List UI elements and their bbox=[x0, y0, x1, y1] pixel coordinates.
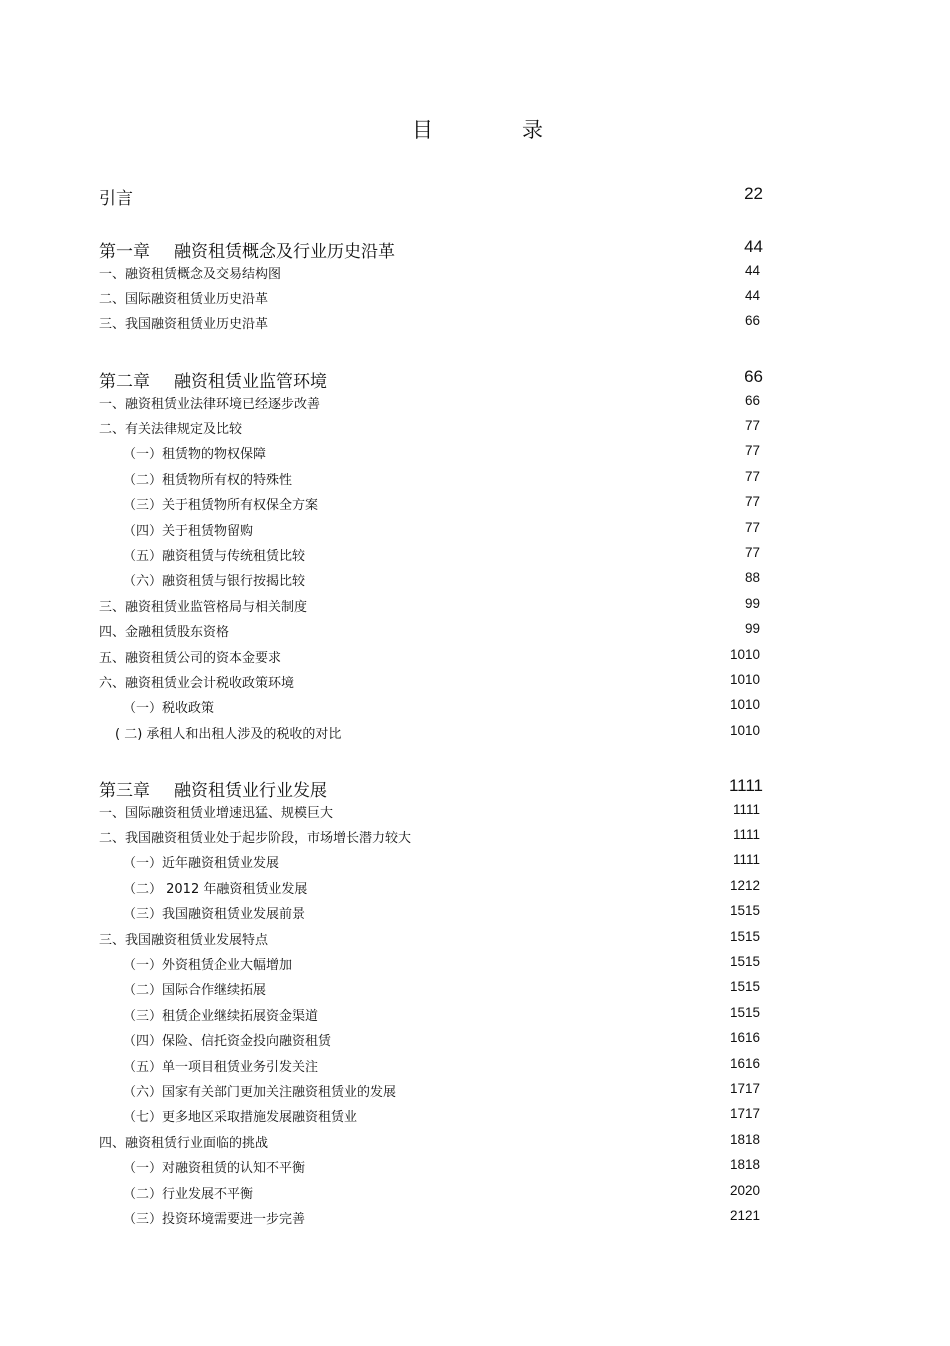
toc-entry-label: （六）融资租赁与银行按揭比较 bbox=[123, 574, 306, 590]
toc-entry-page-number: 77 bbox=[744, 544, 760, 560]
toc-entry[interactable] bbox=[99, 621, 763, 643]
toc-entry-label: （一）外资租赁企业大幅增加 bbox=[123, 957, 293, 973]
toc-entry[interactable] bbox=[99, 1106, 763, 1128]
toc-entry-label: ( 二) 承租人和出租人涉及的税收的对比 bbox=[115, 726, 342, 742]
toc-entry-page-number: 66 bbox=[744, 313, 760, 329]
toc-chapter-3[interactable] bbox=[99, 776, 763, 802]
toc-entry-label: （二） 2012 年融资租赁业发展 bbox=[123, 881, 308, 897]
toc-entry-page-number: 77 bbox=[744, 519, 760, 535]
toc-entry-page-number: 44 bbox=[744, 287, 760, 303]
toc-entry-page-number: 2121 bbox=[729, 1207, 760, 1223]
toc-entry-label: （一）近年融资租赁业发展 bbox=[123, 856, 280, 872]
toc-entry-label: （二）行业发展不平衡 bbox=[123, 1186, 254, 1202]
toc-entry[interactable] bbox=[99, 1005, 763, 1027]
toc-entry-page-number: 1111 bbox=[732, 801, 760, 817]
toc-entry-label: 第一章 融资租赁概念及行业历史沿革 bbox=[99, 242, 395, 262]
toc-entry-page-number: 1515 bbox=[729, 1004, 760, 1020]
toc-entry-page-number: 66 bbox=[744, 392, 760, 408]
toc-entry[interactable] bbox=[99, 903, 763, 925]
toc-entry[interactable] bbox=[99, 827, 763, 849]
toc-entry-label: （三）我国融资租赁业发展前景 bbox=[123, 907, 306, 923]
toc-entry-page-number: 2020 bbox=[729, 1182, 760, 1198]
toc-entry-label: （三）投资环境需要进一步完善 bbox=[123, 1211, 306, 1227]
toc-entry[interactable] bbox=[99, 1056, 763, 1078]
toc-entry[interactable] bbox=[99, 263, 763, 285]
toc-entry-page-number: 1515 bbox=[729, 953, 760, 969]
toc-entry-page-number: 1717 bbox=[729, 1080, 760, 1096]
toc-entry[interactable] bbox=[99, 979, 763, 1001]
toc-entry-label: （四）保险、信托资金投向融资租赁 bbox=[123, 1034, 332, 1050]
toc-entry[interactable] bbox=[99, 878, 763, 900]
toc-entry-label: （一）对融资租赁的认知不平衡 bbox=[123, 1161, 306, 1177]
toc-entry-label: （二）租赁物所有权的特殊性 bbox=[123, 472, 293, 488]
toc-entry[interactable] bbox=[99, 313, 763, 335]
toc-entry-page-number: 77 bbox=[744, 494, 760, 510]
toc-entry-label: 三、我国融资租赁业发展特点 bbox=[99, 932, 269, 948]
toc-entry[interactable] bbox=[99, 672, 763, 694]
toc-entry-page-number: 44 bbox=[744, 262, 760, 278]
toc-entry-label: 第三章 融资租赁业行业发展 bbox=[99, 781, 327, 801]
toc-entry-label: （二）国际合作继续拓展 bbox=[123, 983, 267, 999]
toc-entry[interactable] bbox=[99, 418, 763, 440]
toc-entry[interactable] bbox=[99, 697, 763, 719]
toc-entry-page-number: 1515 bbox=[729, 903, 760, 919]
toc-entry[interactable] bbox=[99, 469, 763, 491]
toc-entry-label: 一、融资租赁概念及交易结构图 bbox=[99, 266, 282, 282]
toc-chapter-2[interactable] bbox=[99, 367, 763, 393]
toc-entry-label: （三）关于租赁物所有权保全方案 bbox=[123, 498, 319, 514]
toc-entry-label: 六、融资租赁业会计税收政策环境 bbox=[99, 675, 295, 691]
toc-entry[interactable] bbox=[99, 954, 763, 976]
toc-entry[interactable] bbox=[99, 852, 763, 874]
toc-entry[interactable] bbox=[99, 494, 763, 516]
toc-entry-page-number: 1010 bbox=[729, 722, 760, 738]
toc-title-char-1: 目 bbox=[412, 118, 433, 142]
toc-entry-page-number: 1010 bbox=[729, 671, 760, 687]
toc-entry-page-number: 99 bbox=[744, 595, 760, 611]
toc-entry[interactable] bbox=[99, 288, 763, 310]
toc-entry-page-number: 77 bbox=[744, 468, 760, 484]
toc-entry-page-number: 1010 bbox=[729, 646, 760, 662]
toc-entry-page-number: 22 bbox=[744, 184, 763, 203]
toc-entry-label: 四、融资租赁行业面临的挑战 bbox=[99, 1135, 269, 1151]
toc-entry[interactable] bbox=[99, 723, 763, 745]
toc-entry-page-number: 66 bbox=[744, 367, 763, 386]
toc-entry-label: （七）更多地区采取措施发展融资租赁业 bbox=[123, 1110, 358, 1126]
toc-entry[interactable] bbox=[99, 596, 763, 618]
toc-entry-label: 二、我国融资租赁业处于起步阶段，市场增长潜力较大 bbox=[99, 830, 412, 846]
toc-entry[interactable] bbox=[99, 570, 763, 592]
toc-chapter-1[interactable] bbox=[99, 237, 763, 263]
toc-entry-label: 一、融资租赁业法律环境已经逐步改善 bbox=[99, 396, 321, 412]
toc-entry[interactable] bbox=[99, 929, 763, 951]
toc-entry-page-number: 99 bbox=[744, 621, 760, 637]
toc-entry-label: （一）税收政策 bbox=[123, 701, 215, 717]
toc-entry-label: 第二章 融资租赁业监管环境 bbox=[99, 372, 327, 392]
toc-entry[interactable] bbox=[99, 545, 763, 567]
toc-entry[interactable] bbox=[99, 393, 763, 415]
toc-entry-page-number: 1616 bbox=[729, 1055, 760, 1071]
toc-entry-page-number: 77 bbox=[744, 443, 760, 459]
toc-entry[interactable] bbox=[99, 802, 763, 824]
toc-entry[interactable] bbox=[99, 1157, 763, 1179]
toc-entry-page-number: 1010 bbox=[729, 697, 760, 713]
toc-entry-page-number: 88 bbox=[744, 570, 760, 586]
toc-entry-label: 一、国际融资租赁业增速迅猛、规模巨大 bbox=[99, 805, 334, 821]
toc-entry-page-number: 77 bbox=[744, 417, 760, 433]
toc-entry-label: 五、融资租赁公司的资本金要求 bbox=[99, 650, 282, 666]
toc-entry-label: （一）租赁物的物权保障 bbox=[123, 447, 267, 463]
toc-entry-page-number: 1111 bbox=[732, 826, 760, 842]
toc-entry[interactable] bbox=[99, 1208, 763, 1230]
toc-entry-page-number: 1212 bbox=[729, 877, 760, 893]
toc-entry[interactable] bbox=[99, 647, 763, 669]
toc-entry[interactable] bbox=[99, 1183, 763, 1205]
toc-entry-page-number: 1818 bbox=[729, 1131, 760, 1147]
toc-entry-label: 三、融资租赁业监管格局与相关制度 bbox=[99, 599, 308, 615]
toc-entry-page-number: 1616 bbox=[729, 1030, 760, 1046]
toc-entry-label: （五）融资租赁与传统租赁比较 bbox=[123, 548, 306, 564]
toc-entry-page-number: 1717 bbox=[729, 1106, 760, 1122]
toc-entry-page-number: 1111 bbox=[728, 776, 763, 795]
toc-entry-label: 三、我国融资租赁业历史沿革 bbox=[99, 317, 269, 333]
toc-entry-label: 二、有关法律规定及比较 bbox=[99, 421, 243, 437]
toc-entry-label: （六）国家有关部门更加关注融资租赁业的发展 bbox=[123, 1084, 397, 1100]
toc-entry-label: （三）租赁企业继续拓展资金渠道 bbox=[123, 1008, 319, 1024]
toc-entry[interactable] bbox=[99, 520, 763, 542]
toc-entry-label: （五）单一项目租赁业务引发关注 bbox=[123, 1059, 319, 1075]
toc-entry-page-number: 1515 bbox=[729, 928, 760, 944]
toc-entry-page-number: 1818 bbox=[729, 1157, 760, 1173]
toc-entry[interactable] bbox=[99, 443, 763, 465]
toc-entry[interactable] bbox=[99, 1081, 763, 1103]
toc-entry-label: 二、国际融资租赁业历史沿革 bbox=[99, 291, 269, 307]
toc-entry[interactable] bbox=[99, 1132, 763, 1154]
toc-entry-label: 引言 bbox=[99, 189, 133, 209]
toc-entry-intro[interactable] bbox=[99, 184, 763, 210]
toc-entry-label: （四）关于租赁物留购 bbox=[123, 523, 254, 539]
toc-entry-page-number: 44 bbox=[744, 237, 763, 256]
toc-entry-page-number: 1515 bbox=[729, 979, 760, 995]
toc-entry-page-number: 1111 bbox=[732, 852, 760, 868]
toc-entry[interactable] bbox=[99, 1030, 763, 1052]
toc-entry-label: 四、金融租赁股东资格 bbox=[99, 625, 230, 641]
toc-title-char-2: 录 bbox=[522, 118, 543, 142]
